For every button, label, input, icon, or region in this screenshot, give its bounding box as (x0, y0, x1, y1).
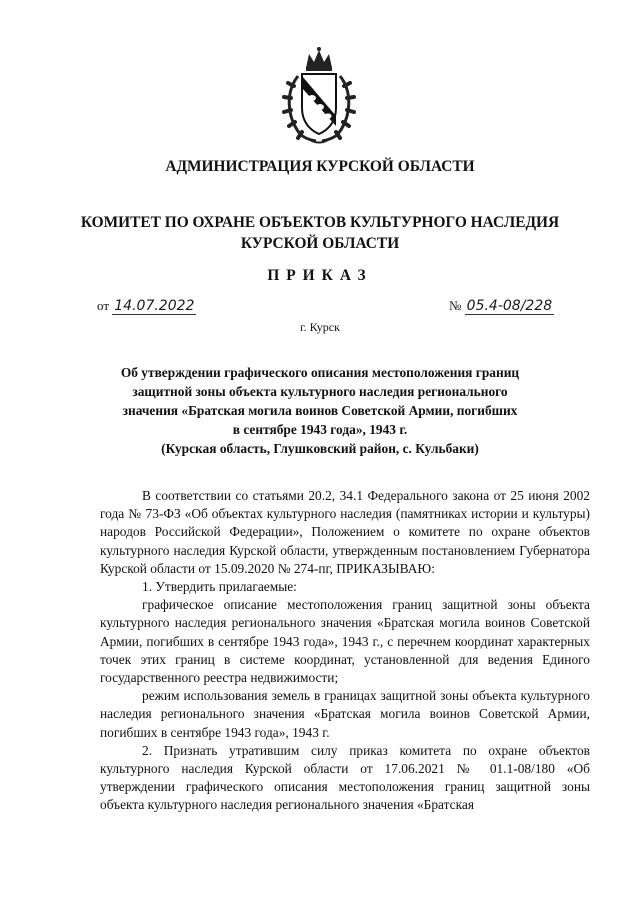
kursk-oblast-coat-of-arms-icon (276, 46, 362, 146)
subject-line: значения «Братская могила воинов Советской Армии, погибших (122, 403, 518, 418)
committee-title (0, 212, 640, 254)
committee-title-line: КУРСКОЙ ОБЛАСТИ (240, 235, 400, 252)
body-paragraph: графическое описание местоположения границ защитной зоны объекта культурного наследия регионального значения «Братская могила воинов Советской Армии, погибших в сентябре 1943 года», 1943 г., с перечнем координат характерных точек этих границ в системе координат, установленной для ведения Единого государственного реестра недвижимости; (100, 597, 590, 686)
city: г. Курск (300, 320, 340, 334)
order-number (449, 298, 554, 314)
order-date (97, 298, 196, 314)
number-prefix: № (449, 298, 462, 313)
subject-line: Об утверждении графического описания местоположения границ (120, 365, 520, 380)
body-paragraph: В соответствии со статьями 20.2, 34.1 Федерального закона от 25 июня 2002 года № 73-ФЗ «Об объектах культурного наследия (памятниках истории и культуры) народов Российской Федерации», Положением о комитете по охране объектов культурного наследия Курской области, утвержденным постановлением Губернатора Курской области от 15.09.2020 № 274-пг, ПРИКАЗЫВАЮ: (100, 488, 590, 576)
subject-line: в сентябре 1943 года», 1943 г. (232, 422, 408, 437)
body-paragraph: 2. Признать утратившим силу приказ комитета по охране объектов культурного наследия Курской области от 17.06.2021 № 01.1-08/180 «Об утверждении графического описания местоположения границ защитной зоны объекта культурного наследия регионального значения «Братская (100, 742, 590, 813)
committee-title-line: КОМИТЕТ ПО ОХРАНЕ ОБЪЕКТОВ КУЛЬТУРНОГО НАСЛЕДИЯ (80, 214, 560, 231)
date-value: 14.07.2022 (114, 298, 195, 314)
organization-title: АДМИНИСТРАЦИЯ КУРСКОЙ ОБЛАСТИ (165, 158, 475, 175)
subject-line: (Курская область, Глушковский район, с. Кульбаки) (161, 441, 479, 456)
body-paragraph: режим использования земель в границах защитной зоны объекта культурного наследия регионального значения «Братская могила воинов Советской Армии, погибших в сентябре 1943 года», 1943 г. (100, 688, 590, 740)
order-body (100, 487, 590, 815)
subject-line: защитной зоны объекта культурного наследия регионального (132, 384, 508, 399)
date-prefix: от (97, 298, 110, 313)
order-subject (100, 363, 540, 458)
number-value: 05.4-08/228 (466, 298, 553, 314)
document-type: ПРИКАЗ (267, 267, 373, 284)
body-paragraph: 1. Утвердить прилагаемые: (142, 579, 297, 595)
